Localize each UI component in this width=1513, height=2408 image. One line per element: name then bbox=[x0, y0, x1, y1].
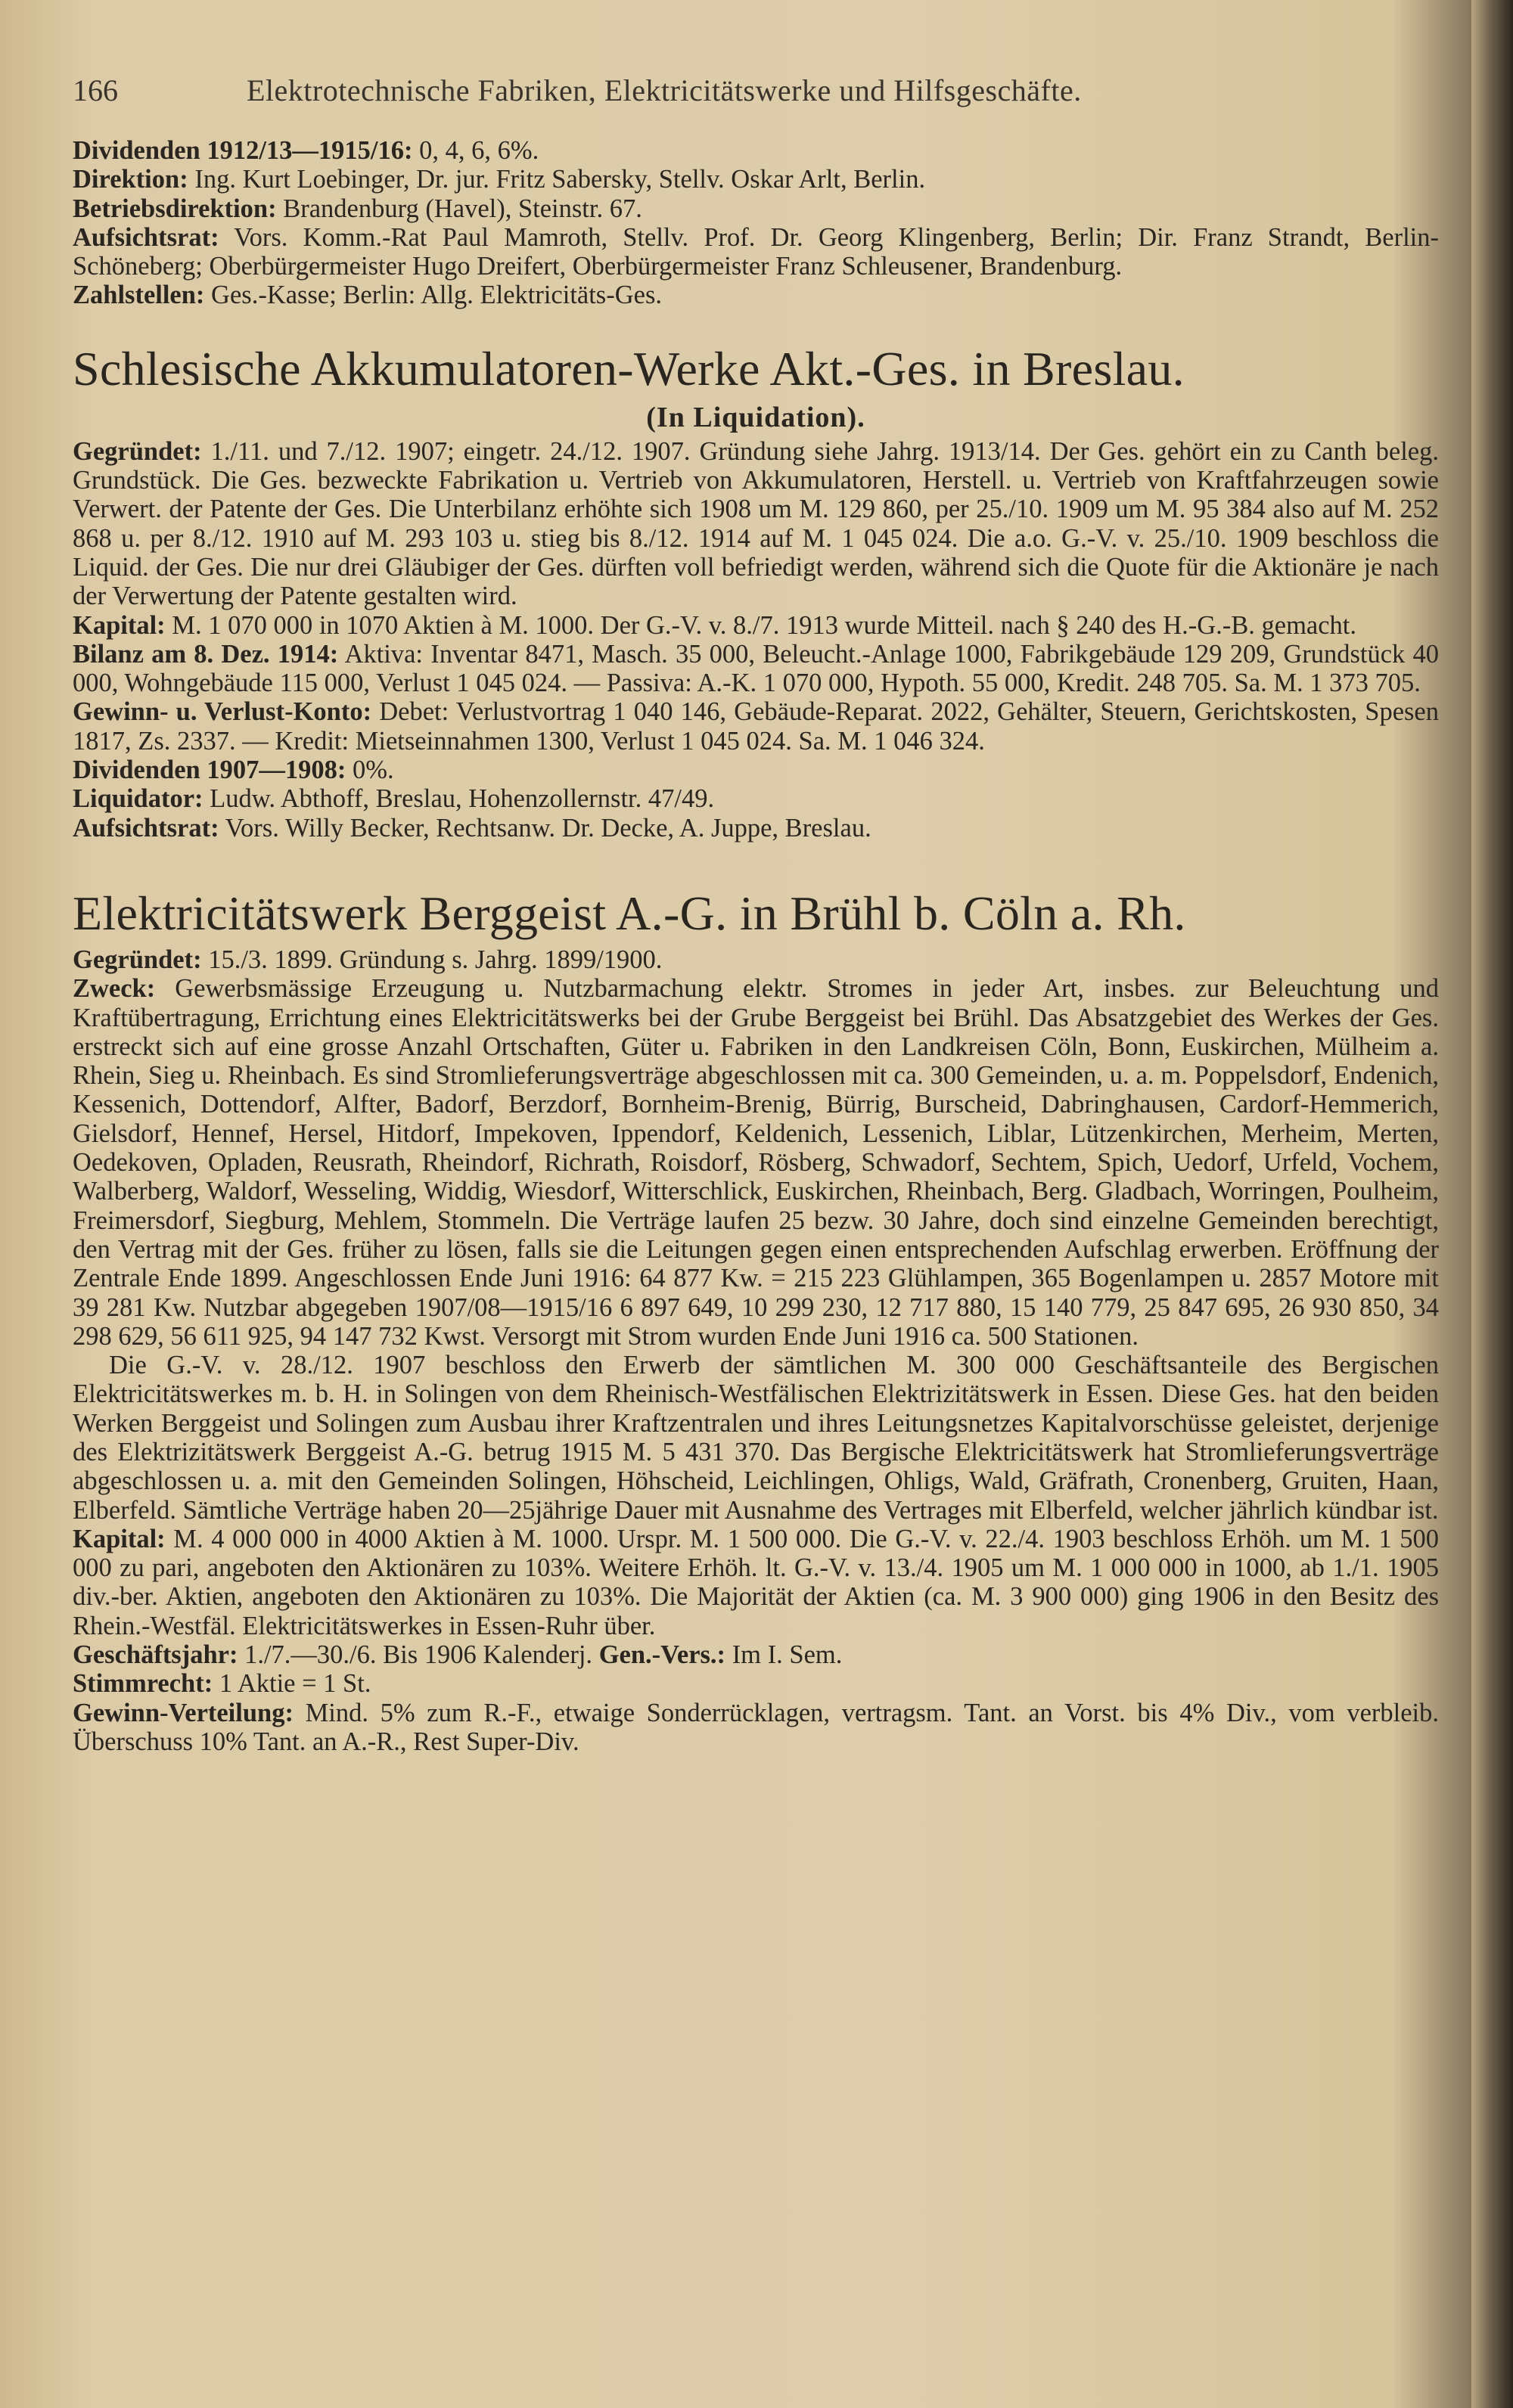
entry-label: Aufsichtsrat: bbox=[73, 222, 219, 252]
entry-kapital bbox=[73, 611, 1439, 640]
entry-geschaeftsjahr bbox=[73, 1640, 1439, 1669]
entry-gewinn-verteilung bbox=[73, 1699, 1439, 1757]
entry-label: Betriebsdirektion: bbox=[73, 194, 277, 223]
page-number: 166 bbox=[73, 73, 118, 107]
entry-text: 1 Aktie = 1 St. bbox=[213, 1669, 371, 1699]
entry-label: Kapital: bbox=[73, 610, 166, 640]
company-subtitle: (In Liquidation). bbox=[646, 401, 865, 433]
entry-label: Bilanz am 8. Dez. 1914: bbox=[73, 639, 339, 669]
entry-bilanz bbox=[73, 640, 1439, 698]
entry-text: 0, 4, 6, 6%. bbox=[412, 136, 539, 165]
entry-label: Zahlstellen: bbox=[73, 281, 205, 310]
page-edge-shadow bbox=[1471, 0, 1513, 2408]
prev-direktion bbox=[73, 165, 1439, 194]
entry-stimmrecht bbox=[73, 1669, 1439, 1698]
entry-text: Ges.-Kasse; Berlin: Allg. Elektricitäts-Ges. bbox=[204, 281, 662, 310]
entry-label: Stimmrecht: bbox=[73, 1669, 213, 1699]
running-title: Elektrotechnische Fabriken, Elektricitätswerke und Hilfsgeschäfte. bbox=[247, 73, 1082, 107]
entry-text: Gewerbsmässige Erzeugung u. Nutzbarmachung elektr. Stromes in jeder Art, insbes. zur Beleuchtung und Kraftübertragung, Errichtung eines Elektricitätswerks bei der Grube Berggeist bei Brühl. Das Absatzgebiet des Werkes der Ges. erstreckt sich auf eine grosse Anzahl Ortschaften, Güter u. Fabriken in den Landkreisen Cöln, Bonn, Euskirchen, Mülheim a. Rhein, Sieg u. Rheinbach. Es sind Stromlieferungsverträge abgeschlossen mit ca. 300 Gemeinden, u. a. m. Poppelsdorf, Endenich, Kessenich, Dottendorf, Alfter, Badorf, Berzdorf, Bornheim-Brenig, Bürrig, Burscheid, Dabringhausen, Cardorf-Hemmerich, Gielsdorf, Hennef, Hersel, Hitdorf, Impekoven, Ippendorf, Keldenich, Lessenich, Liblar, Lützenkirchen, Merheim, Merten, Oedekoven, Opladen, Reusrath, Rheindorf, Richrath, Roisdorf, Rösberg, Schwadorf, Sechtem, Spich, Uedorf, Urfeld, Vochem, Walberberg, Waldorf, Wesseling, Widdig, Wiesdorf, Witterschlick, Euskirchen, Rheinbach, Berg. Gladbach, Worringen, Poulheim, Freimersdorf, Siegburg, Mehlem, Stommeln. Die Verträge laufen 25 bezw. 30 Jahre, doch sind einzelne Gemeinden berechtigt, den Vertrag mit der Ges. früher zu lösen, falls sie die Leitungen gegen einen entsprechenden Aufschlag erwerben. Eröffnung der Zentrale Ende 1899. Angeschlossen Ende Juni 1916: 64 877 Kw. = 215 223 Glühlampen, 365 Bogenlampen u. 2857 Motore mit 39 281 Kw. Nutzbar abgegeben 1907/08—1915/16 6 897 649, 10 299 230, 12 717 880, 15 140 779, 25 847 695, 26 930 850, 34 298 629, 56 611 925, 94 147 732 Kwst. Versorgt mit Strom wurden Ende Juni 1916 ca. 500 Stationen. bbox=[73, 974, 1439, 1351]
entry-label: Direktion: bbox=[73, 165, 188, 194]
entry-text: 15./3. 1899. Gründung s. Jahrg. 1899/1900. bbox=[201, 945, 663, 974]
entry-label: Geschäftsjahr: bbox=[73, 1640, 238, 1670]
company-title: Elektricitätswerk Berggeist A.-G. in Brühl b. Cöln a. Rh. bbox=[73, 886, 1186, 940]
entry-text: Im I. Sem. bbox=[725, 1640, 843, 1670]
entry-text: 1./11. und 7./12. 1907; eingetr. 24./12. 1907. Gründung siehe Jahrg. 1913/14. Der Ges. gehört ein zu Canth beleg. Grundstück. Die Ges. bezweckte Fabrikation u. Vertrieb von Akkumulatoren, Herstell. u. Vertrieb von Kraftfahrzeugen sowie Verwert. der Patente der Ges. Die Unterbilanz erhöhte sich 1908 um M. 129 860, per 25./10. 1909 um M. 95 384 also auf M. 252 868 u. per 8./12. 1910 auf M. 293 103 u. stieg bis 8./12. 1914 auf M. 1 045 024. Die a.o. G.-V. v. 25./10. 1909 beschloss die Liquid. der Ges. Die nur drei Gläubiger der Ges. dürften voll befriedigt werden, während sich die Quote für die Aktionäre je nach der Verwertung der Patente gestalten wird. bbox=[73, 436, 1439, 611]
prev-company-section bbox=[73, 136, 1439, 310]
entry-gv-erwerb bbox=[73, 1351, 1439, 1525]
entry-kapital bbox=[73, 1525, 1439, 1640]
entry-dividenden bbox=[73, 756, 1439, 784]
entry-text: Brandenburg (Havel), Steinstr. 67. bbox=[276, 194, 642, 223]
entry-text: 1./7.—30./6. Bis 1906 Kalenderj. bbox=[238, 1640, 599, 1670]
company-section-schlesische bbox=[73, 337, 1439, 842]
entry-aufsichtsrat bbox=[73, 814, 1439, 842]
entry-text: Ludw. Abthoff, Breslau, Hohenzollernstr. 47/49. bbox=[203, 784, 715, 814]
entry-label: Gegründet: bbox=[73, 436, 202, 466]
prev-zahlstellen bbox=[73, 281, 1439, 309]
entry-label: Dividenden 1907—1908: bbox=[73, 756, 346, 785]
company-section-berggeist bbox=[73, 882, 1439, 1756]
entry-text: Die G.-V. v. 28./12. 1907 beschloss den Erwerb der sämtlichen M. 300 000 Geschäftsanteile des Bergischen Elektricitätswerkes m. b. H. in Solingen von dem Rheinisch-Westfälischen Elektrizitätswerk in Essen. Diese Ges. hat den beiden Werken Berggeist und Solingen zum Ausbau ihrer Kraftzentralen und ihres Leitungsnetzes Kapitalvorschüsse geleistet, derjenige des Elektrizitätswerk Berggeist A.-G. betrug 1915 M. 5 431 370. Das Bergische Elektricitätswerk hat Stromlieferungsverträge abgeschlossen u. a. mit den Gemeinden Solingen, Höhscheid, Leichlingen, Ohligs, Wald, Gräfrath, Cronenberg, Gruiten, Haan, Elberfeld. Sämtliche Verträge haben 20—25jährige Dauer mit Ausnahme des Vertrages mit Elberfeld, welcher jährlich kündbar ist. bbox=[73, 1351, 1439, 1525]
section-gap bbox=[73, 842, 1439, 882]
entry-text: Vors. Willy Becker, Rechtsanw. Dr. Decke, A. Juppe, Breslau. bbox=[219, 813, 871, 842]
entry-text: M. 4 000 000 in 4000 Aktien à M. 1000. Urspr. M. 1 500 000. Die G.-V. v. 22./4. 1903 beschloss Erhöh. um M. 1 500 000 zu pari, angeboten den Aktionären zu 103%. Weitere Erhöh. lt. G.-V. v. 13./4. 1905 um M. 1 000 000 in 1000, ab 1./1. 1905 div.-ber. Aktien, angeboten den Aktionären zu 103%. Die Majorität der Aktien (ca. M. 3 900 000) ging 1906 in den Besitz des Rhein.-Westfäl. Elektricitätswerkes in Essen-Ruhr über. bbox=[73, 1524, 1439, 1640]
entry-text: Vors. Komm.-Rat Paul Mamroth, Stellv. Prof. Dr. Georg Klingenberg, Berlin; Dir. Franz Strandt, Berlin-Schöneberg; Oberbürgermeister Hugo Dreifert, Oberbürgermeister Franz Schleusener, Brandenburg. bbox=[73, 222, 1439, 281]
company-title: Schlesische Akkumulatoren-Werke Akt.-Ges. in Breslau. bbox=[73, 341, 1185, 396]
entry-gegruendet bbox=[73, 945, 1439, 974]
entry-text: Ing. Kurt Loebinger, Dr. jur. Fritz Sabersky, Stellv. Oskar Arlt, Berlin. bbox=[188, 165, 926, 194]
entry-liquidator bbox=[73, 784, 1439, 813]
entry-gegruendet bbox=[73, 437, 1439, 611]
entry-gewinn-verlust bbox=[73, 697, 1439, 756]
entry-label: Liquidator: bbox=[73, 784, 203, 814]
prev-betriebsdirektion bbox=[73, 194, 1439, 223]
entry-text: M. 1 070 000 in 1070 Aktien à M. 1000. Der G.-V. v. 8./7. 1913 wurde Mitteil. nach § 240 des H.-G.-B. gemacht. bbox=[165, 610, 1357, 640]
entry-label: Dividenden 1912/13—1915/16: bbox=[73, 136, 413, 165]
entry-label: Gen.-Vers.: bbox=[598, 1640, 726, 1670]
running-head bbox=[73, 73, 1439, 118]
entry-text: Aktiva: Inventar 8471, Masch. 35 000, Beleucht.-Anlage 1000, Fabrikgebäude 129 209, Grundstück 40 000, Wohngebäude 115 000, Verlust 1 045 024. — Passiva: A.-K. 1 070 000, Hypoth. 55 000, Kredit. 248 705. Sa. M. 1 373 705. bbox=[73, 639, 1439, 698]
entry-text: Mind. 5% zum R.-F., etwaige Sonderrücklagen, vertragsm. Tant. an Vorst. bis 4% Div., vom verbleib. Überschuss 10% Tant. an A.-R., Rest Super-Div. bbox=[73, 1698, 1439, 1756]
entry-label: Aufsichtsrat: bbox=[73, 813, 219, 842]
entry-zweck bbox=[73, 974, 1439, 1351]
entry-label: Kapital: bbox=[73, 1524, 166, 1553]
entry-text: 0%. bbox=[346, 756, 394, 785]
page-content bbox=[73, 73, 1439, 1756]
entry-label: Gewinn- u. Verlust-Konto: bbox=[73, 697, 372, 727]
entry-text: Debet: Verlustvortrag 1 040 146, Gebäude-Reparat. 2022, Gehälter, Steuern, Gerichtskosten, Spesen 1817, Zs. 2337. — Kredit: Mietseinnahmen 1300, Verlust 1 045 024. Sa. M. 1 046 324. bbox=[73, 697, 1439, 756]
prev-aufsichtsrat bbox=[73, 223, 1439, 281]
entry-label: Gegründet: bbox=[73, 945, 202, 974]
prev-dividends bbox=[73, 136, 1439, 165]
entry-label: Gewinn-Verteilung: bbox=[73, 1698, 294, 1727]
entry-label: Zweck: bbox=[73, 974, 156, 1004]
